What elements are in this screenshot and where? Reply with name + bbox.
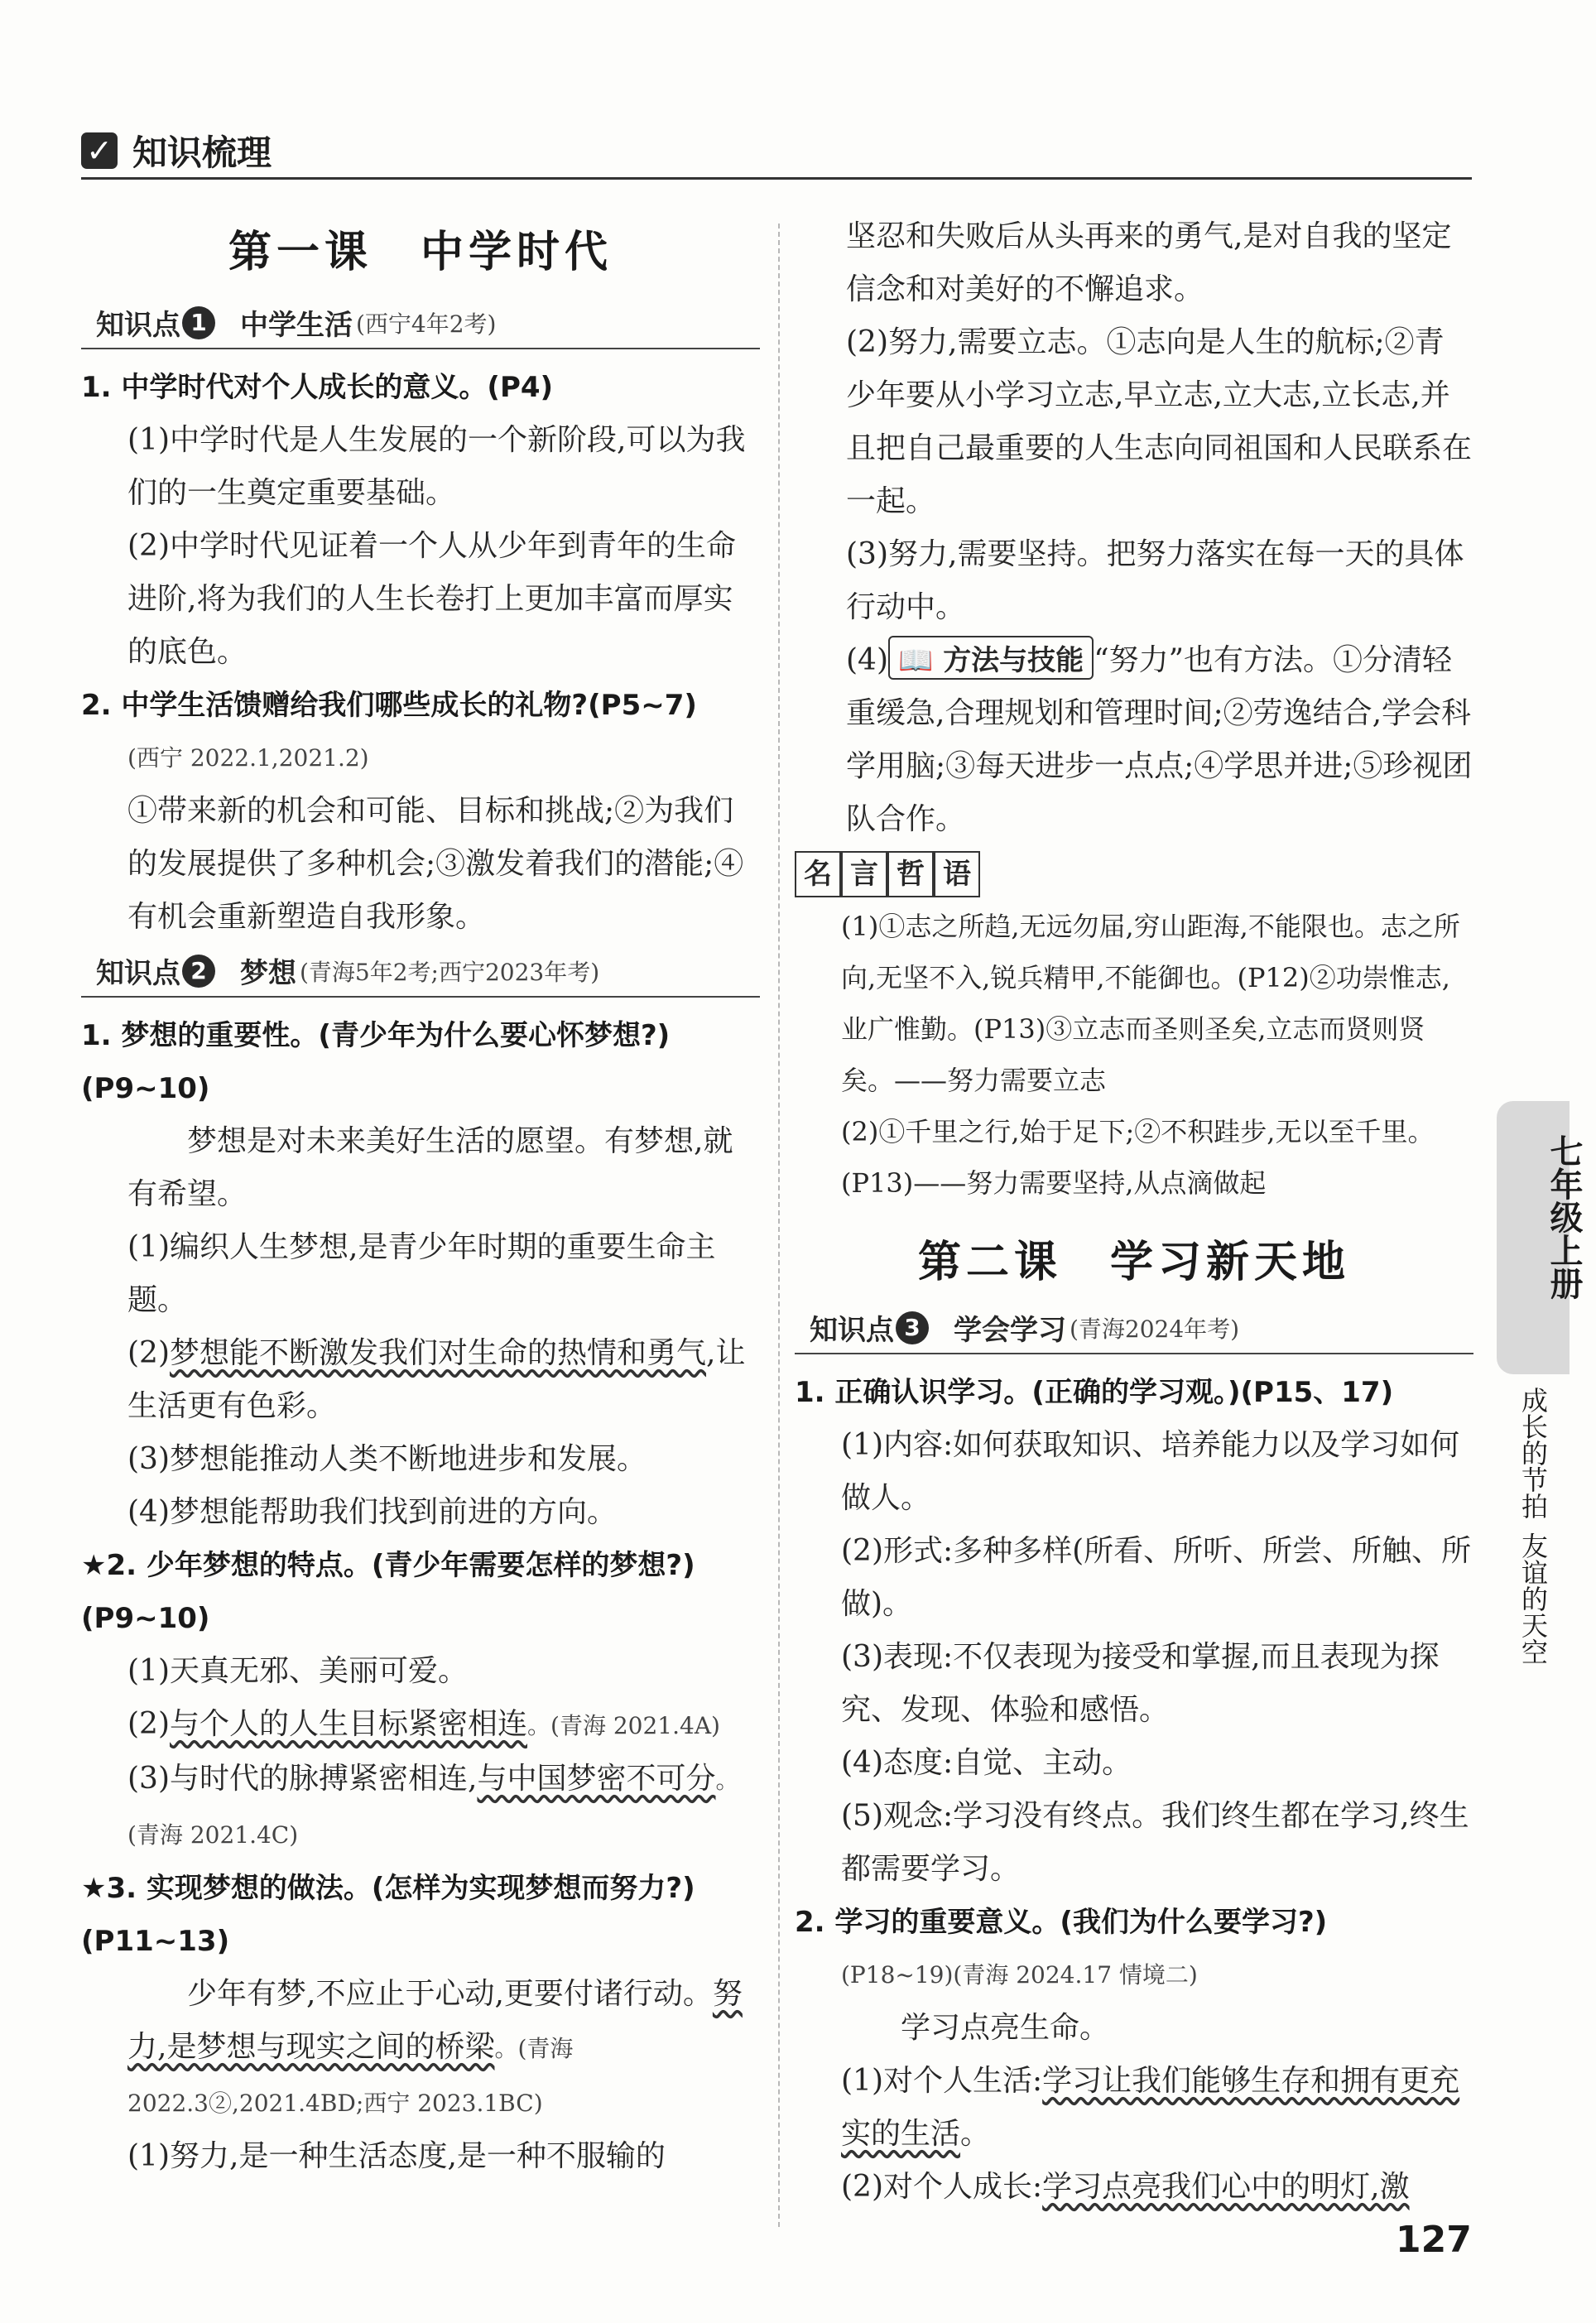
item-marker: (4) <box>846 643 888 677</box>
answer-text: (2)形式:多种多样(所看、所听、所尝、所触、所做)。 <box>841 1534 1472 1621</box>
section-header <box>81 126 272 176</box>
question: 1. 中学时代对个人成长的意义。(P4) <box>81 371 554 404</box>
question: 2. 中学生活馈赠给我们哪些成长的礼物?(P5~7) <box>81 689 697 722</box>
answer-text: ①带来新的机会和可能、目标和挑战;②为我们的发展提供了多种机会;③激发着我们的潜能;④有机会重新塑造自我形象。 <box>127 794 744 934</box>
answer-text: (1)中学时代是人生发展的一个新阶段,可以为我们的一生奠定重要基础。 <box>127 423 746 510</box>
kp-source: (青海2024年考) <box>1070 1315 1240 1343</box>
key-phrase: 努力,是梦想与现实之间的桥梁 <box>127 1977 743 2064</box>
answer-text: (1)天真无邪、美丽可爱。 <box>127 1654 468 1688</box>
exam-source: 。(青海 2021.4C) <box>127 1767 739 1849</box>
key-phrase: 学习点亮我们心中的明灯,激 <box>1042 2170 1410 2204</box>
answer-text: 坚忍和失败后从头再来的勇气,是对自我的坚定信念和对美好的不懈追求。 <box>846 219 1452 306</box>
kp-source: (西宁4年2考) <box>356 310 497 338</box>
quote-label-char: 语 <box>934 851 980 897</box>
answer-text-head: (3)与时代的脉搏紧密相连, <box>127 1762 478 1796</box>
answer-text: (3)努力,需要坚持。把努力落实在每一天的具体行动中。 <box>846 537 1464 624</box>
answer-text <box>795 634 1473 846</box>
answer-text <box>795 2161 1473 2214</box>
answer-text: (4)态度:自觉、主动。 <box>841 1746 1132 1780</box>
chapter-label: 成长的节拍 <box>1517 1387 1549 1519</box>
answer-text: (5)观念:学习没有终点。我们终生都在学习,终生都需要学习。 <box>841 1799 1469 1886</box>
section-title: 知识梳理 <box>132 132 272 173</box>
answer-text <box>81 1698 760 1753</box>
method-skill-label: 方法与技能 <box>943 644 1084 677</box>
answer-text-tail: “努力”也有方法。①分清轻重缓急,合理规划和管理时间;②劳逸结合,学会科学用脑;③每天进步一点点;④学思并进;⑤珍视团队合作。 <box>846 643 1473 836</box>
grade-tab-label: 七年级上册 <box>1545 1134 1583 1300</box>
key-phrase: 梦想能不断激发我们对生命的热情和勇气 <box>170 1336 707 1370</box>
check-icon: ✓ <box>81 132 118 169</box>
answer-text <box>795 2055 1473 2161</box>
key-phrase: 与中国梦密不可分 <box>477 1762 716 1796</box>
chapter-labels <box>1497 1387 1570 1665</box>
knowledge-point-header <box>795 1307 1473 1354</box>
question: 1. 梦想的重要性。(青少年为什么要心怀梦想?)(P9~10) <box>81 1019 671 1105</box>
column-divider <box>778 224 780 2227</box>
answer-text: (3)表现:不仅表现为接受和掌握,而且表现为探究、发现、体验和感悟。 <box>841 1640 1440 1727</box>
kp-number: 2 <box>182 955 215 988</box>
answer-text: 梦想是对未来美好生活的愿望。有梦想,就有希望。 <box>127 1124 733 1211</box>
chapter-label: 友谊的天空 <box>1517 1532 1549 1665</box>
answer-text-tail: 。 <box>960 2117 991 2151</box>
kp-title: 中学生活 <box>240 309 353 342</box>
exam-source: 。(青海 2022.3②,2021.4BD;西宁 2023.1BC) <box>127 2035 574 2117</box>
famous-quotes-label <box>795 851 1473 897</box>
quote-text: (1)①志之所趋,无远勿届,穷山距海,不能限也。志之所向,无坚不入,锐兵精甲,不能御也。(P12)②功崇惟志,业广惟勤。(P13)③立志而圣则圣矣,立志而贤则贤矣。——努力需要立志 <box>841 911 1460 1096</box>
book-icon: 📖 <box>898 644 934 677</box>
kp-label: 知识点 <box>96 309 180 342</box>
answer-text-head: 少年有梦,不应止于心动,更要付诸行动。 <box>187 1977 713 2011</box>
quote-text: (2)①千里之行,始于足下;②不积跬步,无以至千里。(P13)——努力需要坚持,从点滴做起 <box>841 1116 1435 1199</box>
question: ★2. 少年梦想的特点。(青少年需要怎样的梦想?)(P9~10) <box>81 1549 695 1635</box>
item-marker: (2) <box>127 1336 170 1370</box>
page-number: 127 <box>1396 2219 1472 2261</box>
answer-text: (2)努力,需要立志。①志向是人生的航标;②青少年要从小学习立志,早立志,立大志,立长志,并且把自己最重要的人生志向同祖国和人民联系在一起。 <box>846 325 1473 518</box>
answer-text: (3)梦想能推动人类不断地进步和发展。 <box>127 1442 647 1476</box>
method-skill-box <box>888 636 1094 680</box>
kp-title: 学会学习 <box>954 1314 1066 1347</box>
quote-label-char: 名 <box>795 851 841 897</box>
question: 1. 正确认识学习。(正确的学习观。)(P15、17) <box>795 1376 1394 1409</box>
answer-text: 学习点亮生命。 <box>901 2011 1110 2045</box>
right-column <box>795 210 1473 2214</box>
kp-title: 梦想 <box>240 957 296 990</box>
exam-source: (P18~19)(青海 2024.17 情境二) <box>841 1961 1198 1989</box>
answer-text: (2)中学时代见证着一个人从少年到青年的生命进阶,将为我们的人生长卷打上更加丰富而厚实的底色。 <box>127 529 736 669</box>
answer-text <box>81 1327 760 1433</box>
kp-label: 知识点 <box>810 1314 894 1347</box>
kp-number: 3 <box>896 1311 929 1344</box>
answer-text <box>81 1968 760 2130</box>
item-marker: (2) <box>127 1707 170 1741</box>
left-column <box>81 217 760 2183</box>
lesson-title: 第二课 学习新天地 <box>917 1238 1350 1287</box>
answer-text-head: (1)对个人生活: <box>841 2064 1043 2098</box>
knowledge-point-header <box>81 950 760 998</box>
answer-text <box>81 1753 760 1862</box>
answer-text: (4)梦想能帮助我们找到前进的方向。 <box>127 1495 617 1529</box>
answer-text: (1)编织人生梦想,是青少年时期的重要生命主题。 <box>127 1230 716 1317</box>
quote-label-char: 言 <box>841 851 887 897</box>
kp-label: 知识点 <box>96 957 180 990</box>
exam-source: (西宁 2022.1,2021.2) <box>127 744 369 772</box>
knowledge-point-header <box>81 302 760 349</box>
answer-text-tail: ,让生活更有色彩。 <box>127 1336 746 1423</box>
key-phrase: 与个人的人生目标紧密相连 <box>170 1707 528 1741</box>
answer-text: (1)努力,是一种生活态度,是一种不服输的 <box>127 2139 666 2173</box>
grade-tab <box>1497 1101 1583 1374</box>
quote-label-char: 哲 <box>887 851 934 897</box>
kp-source: (青海5年2考;西宁2023年考) <box>300 958 600 986</box>
answer-text: (1)内容:如何获取知识、培养能力以及学习如何做人。 <box>841 1428 1460 1515</box>
key-phrase: 学习让我们能够生存和拥有更充实的生活 <box>841 2064 1460 2151</box>
answer-text-head: (2)对个人成长: <box>841 2170 1043 2204</box>
question: ★3. 实现梦想的做法。(怎样为实现梦想而努力?)(P11~13) <box>81 1872 695 1958</box>
kp-number: 1 <box>182 306 215 339</box>
exam-source: 。(青海 2021.4A) <box>527 1712 720 1739</box>
lesson-title: 第一课 中学时代 <box>228 228 613 277</box>
question: 2. 学习的重要意义。(我们为什么要学习?) <box>795 1906 1328 1939</box>
header-divider <box>81 177 1472 180</box>
